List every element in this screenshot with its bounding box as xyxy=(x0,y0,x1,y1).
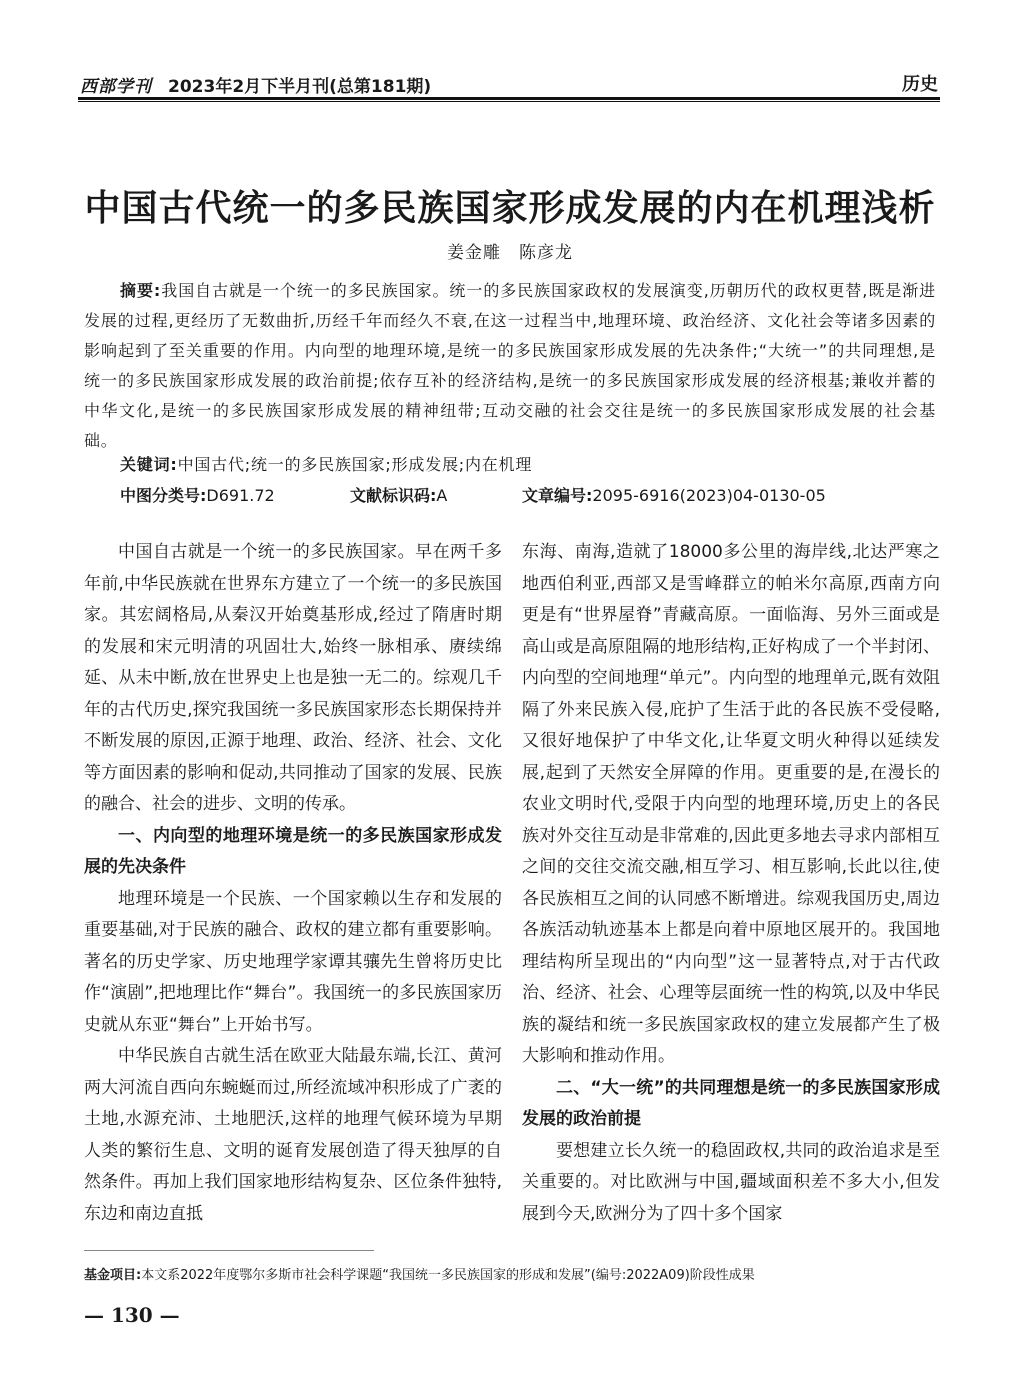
paragraph: 中国自古就是一个统一的多民族国家。早在两千多年前,中华民族就在世界东方建立了一个统一的多民族国家。其宏阔格局,从秦汉开始奠基形成,经过了隋唐时期的发展和宋元明清的巩固壮大,始终一脉相承、赓续绵延、从未中断,放在世界史上也是独一无二的。综观几千年的古代历史,探究我国统一多民族国家形态长期保持并不断发展的原因,正源于地理、政治、经济、社会、文化等方面因素的影响和促动,共同推动了国家的发展、民族的融合、社会的进步、文明的传承。 xyxy=(84,542,502,814)
section-heading-1: 一、内向型的地理环境是统一的多民族国家形成发展的先决条件 xyxy=(84,825,502,877)
abstract xyxy=(84,276,936,456)
footnote-rule xyxy=(84,1250,374,1251)
paragraph: 中华民族自古就生活在欧亚大陆最东端,长江、黄河两大河流自西向东蜿蜒而过,所经流域冲积形成了广袤的土地,水源充沛、土地肥沃,这样的地理气候环境为早期人类的繁衍生息、文明的诞育发展创造了得天独厚的自然条件。再加上我们国家地形结构复杂、区位条件独特,东边和南边直抵 xyxy=(84,1046,502,1224)
paragraph: 要想建立长久统一的稳固政权,共同的政治追求是至关重要的。对比欧洲与中国,疆域面积差不多大小,但发展到今天,欧洲分为了四十多个国家 xyxy=(522,1140,940,1224)
footnote-label: 基金项目: xyxy=(84,1268,142,1283)
journal-logo: 西部学刊 xyxy=(80,77,152,97)
abstract-label: 摘要: xyxy=(120,281,162,300)
running-header xyxy=(80,70,938,98)
article-number: 文章编号:2095-6916(2023)04-0130-05 xyxy=(522,486,826,505)
funding-footnote xyxy=(84,1264,944,1283)
body-column-right xyxy=(522,537,940,1230)
body-column-left xyxy=(84,537,502,1230)
footnote-text: 本文系2022年度鄂尔多斯市社会科学课题“我国统一多民族国家的形成和发展”(编号:2022A09)阶段性成果 xyxy=(141,1268,755,1283)
keywords-label: 关键词: xyxy=(120,455,178,474)
document-code: 文献标识码:A xyxy=(350,486,448,505)
authors: 姜金雕 陈彦龙 xyxy=(447,243,573,263)
header-rule-thin xyxy=(78,101,940,102)
paragraph: 地理环境是一个民族、一个国家赖以生存和发展的重要基础,对于民族的融合、政权的建立都有重要影响。著名的历史学家、历史地理学家谭其骧先生曾将历史比作“演剧”,把地理比作“舞台”。我国统一的多民族国家历史就从东亚“舞台”上开始书写。 xyxy=(84,888,502,1035)
keywords-text: 中国古代;统一的多民族国家;形成发展;内在机理 xyxy=(177,455,533,474)
issue-info: 2023年2月下半月刊(总第181期) xyxy=(168,77,432,97)
paragraph: 东海、南海,造就了18000多公里的海岸线,北达严寒之地西伯利亚,西部又是雪峰群立的帕米尔高原,西南方向更是有“世界屋脊”青藏高原。一面临海、另外三面或是高山或是高原阻隔的地形结构,正好构成了一个半封闭、内向型的空间地理“单元”。内向型的地理单元,既有效阻隔了外来民族入侵,庇护了生活于此的各民族不受侵略,又很好地保护了中华文化,让华夏文明火种得以延续发展,起到了天然安全屏障的作用。更重要的是,在漫长的农业文明时代,受限于内向型的地理环境,历史上的各民族对外交往互动是非常难的,因此更多地去寻求内部相互之间的交往交流交融,相互学习、相互影响,长此以往,使各民族相互之间的认同感不断增进。综观我国历史,周边各族活动轨迹基本上都是向着中原地区展开的。我国地理结构所呈现出的“内向型”这一显著特点,对于古代政治、经济、社会、心理等层面统一性的构筑,以及中华民族的凝结和统一多民族国家政权的建立发展都产生了极大影响和推动作用。 xyxy=(522,542,940,1066)
abstract-text: 我国自古就是一个统一的多民族国家。统一的多民族国家政权的发展演变,历朝历代的政权更替,既是渐进发展的过程,更经历了无数曲折,历经千年而经久不衰,在这一过程当中,地理环境、政治经济、文化社会等诸多因素的影响起到了至关重要的作用。内向型的地理环境,是统一的多民族国家形成发展的先决条件;“大统一”的共同理想,是统一的多民族国家形成发展的政治前提;依存互补的经济结构,是统一的多民族国家形成发展的经济根基;兼收并蓄的中华文化,是统一的多民族国家形成发展的精神纽带;互动交融的社会交往是统一的多民族国家形成发展的社会基础。 xyxy=(84,281,936,450)
article-title: 中国古代统一的多民族国家形成发展的内在机理浅析 xyxy=(84,187,936,230)
section-label: 历史 xyxy=(902,74,938,95)
section-heading-2: 二、“大一统”的共同理想是统一的多民族国家形成发展的政治前提 xyxy=(522,1077,940,1129)
header-rule xyxy=(78,97,940,100)
clc-number: 中图分类号:D691.72 xyxy=(120,486,275,505)
page-number: — 130 — xyxy=(84,1303,180,1327)
keywords xyxy=(120,452,940,475)
